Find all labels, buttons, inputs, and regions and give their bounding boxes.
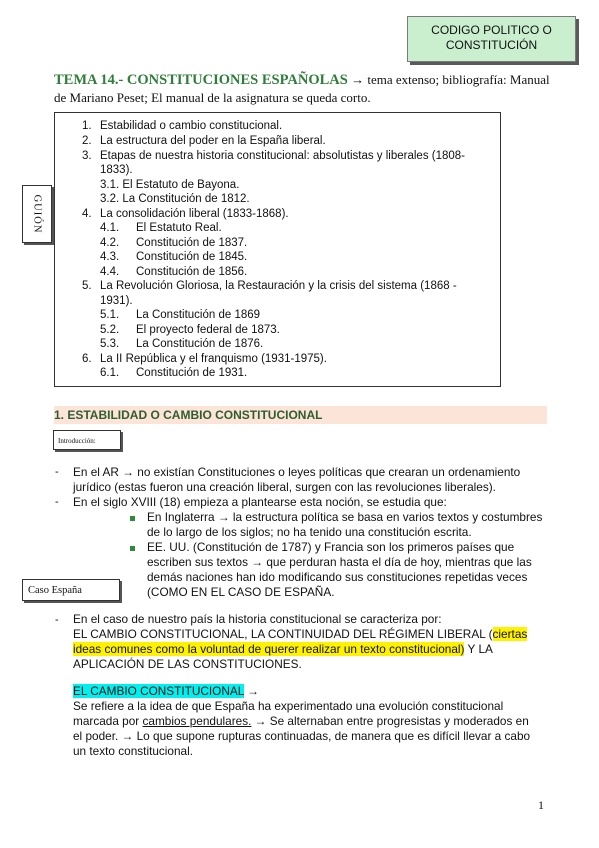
bullet-paragraph: En el siglo XVIII (18) empieza a plantearse esta noción, se estudia que: <box>73 495 447 509</box>
label-line-2: CONSTITUCIÓN <box>445 38 538 52</box>
side-label-text: GUIÓN <box>31 194 43 234</box>
outline-item: 5.2. El proyecto federal de 1873. <box>100 324 280 336</box>
caso-paragraph: En el caso de nuestro país la historia constitucional se caracteriza por: EL CAMBIO CONSTITUCIONAL, LA CONTINUIDAD DEL RÉGIMEN LIBERAL (ciertas ideas comunes como la voluntad de querer realizar un texto constitucional) Y LA APLICACIÓN DE LAS CONSTITUCIONES. <box>73 612 528 671</box>
intro-label: Introducción: <box>53 430 121 450</box>
bullet-paragraph: En el AR → no existían Constituciones o leyes políticas que crearan un ordenamiento jurídico (estas fueron una creación liberal, surgen con las revoluciones liberales). <box>73 465 521 494</box>
cambio-heading: EL CAMBIO CONSTITUCIONAL <box>73 684 244 698</box>
label-line-1: CODIGO POLITICO O <box>431 23 552 37</box>
outline-item: 4. La consolidación liberal (1833-1868). <box>82 208 289 220</box>
caso-label: Caso España <box>22 579 120 601</box>
title-rest-1: → tema extenso; bibliografía: Manual <box>347 72 550 87</box>
sub-bullet-paragraph: EE. UU. (Constitución de 1787) y Francia son los primeros países que escriben sus textos → que perduran hasta el día de hoy, mientras que las demás naciones han ido modificando sus constituciones repetidas veces (COMO EN EL CASO DE ESPAÑA. <box>147 540 532 599</box>
dash-bullet: - <box>55 466 59 478</box>
outline-item: 3.2. La Constitución de 1812. <box>100 193 250 205</box>
sub-bullet-paragraph: En Inglaterra → la estructura política se basa en varios textos y costumbres de lo largo de los siglos; no ha tenido una constitución escrita. <box>147 510 543 539</box>
dash-bullet: - <box>55 614 59 626</box>
outline-item: 4.4. Constitución de 1856. <box>100 266 248 278</box>
outline-item: 5.1. La Constitución de 1869 <box>100 309 261 321</box>
outline-item: 6.1. Constitución de 1931. <box>100 367 248 379</box>
dash-bullet: - <box>55 496 59 508</box>
square-bullet-icon <box>130 546 135 551</box>
outline-item: 1833). <box>100 164 133 176</box>
title-main: TEMA 14.- CONSTITUCIONES ESPAÑOLAS <box>54 72 348 88</box>
outline-item: 6. La II República y el franquismo (1931-1975). <box>82 353 327 365</box>
square-bullet-icon <box>130 516 135 521</box>
page-number: 1 <box>538 798 544 812</box>
title-rest-2: de Mariano Peset; El manual de la asignatura se queda corto. <box>54 90 371 105</box>
outline-item: 5.3. La Constitución de 1876. <box>100 338 264 350</box>
document-title <box>54 71 554 106</box>
outline-item: 2. La estructura del poder en la España liberal. <box>82 135 326 147</box>
cambio-paragraph: EL CAMBIO CONSTITUCIONAL → Se refiere a la idea de que España ha experimentado una evolución constitucional marcada por cambios pendulares. → Se alternaban entre progresistas y moderados en el poder. → Lo que supone rupturas continuadas, de manera que es difícil llevar a cabo un texto constitucional. <box>73 684 531 758</box>
outline-item: 1931). <box>100 295 133 307</box>
outline-item: 5. La Revolución Gloriosa, la Restauración y la crisis del sistema (1868 - <box>82 280 457 292</box>
outline-item: 4.1. El Estatuto Real. <box>100 222 222 234</box>
outline-item: 3. Etapas de nuestra historia constitucional: absolutistas y liberales (1808- <box>82 150 466 162</box>
outline-side-label <box>22 185 52 243</box>
outline-item: 4.3. Constitución de 1845. <box>100 251 248 263</box>
outline-item: 3.1. El Estatuto de Bayona. <box>100 179 240 191</box>
outline-item: 1. Estabilidad o cambio constitucional. <box>82 120 283 132</box>
section-heading: 1. ESTABILIDAD O CAMBIO CONSTITUCIONAL <box>54 406 547 424</box>
document-label-box <box>407 16 576 62</box>
outline-item: 4.2. Constitución de 1837. <box>100 237 248 249</box>
